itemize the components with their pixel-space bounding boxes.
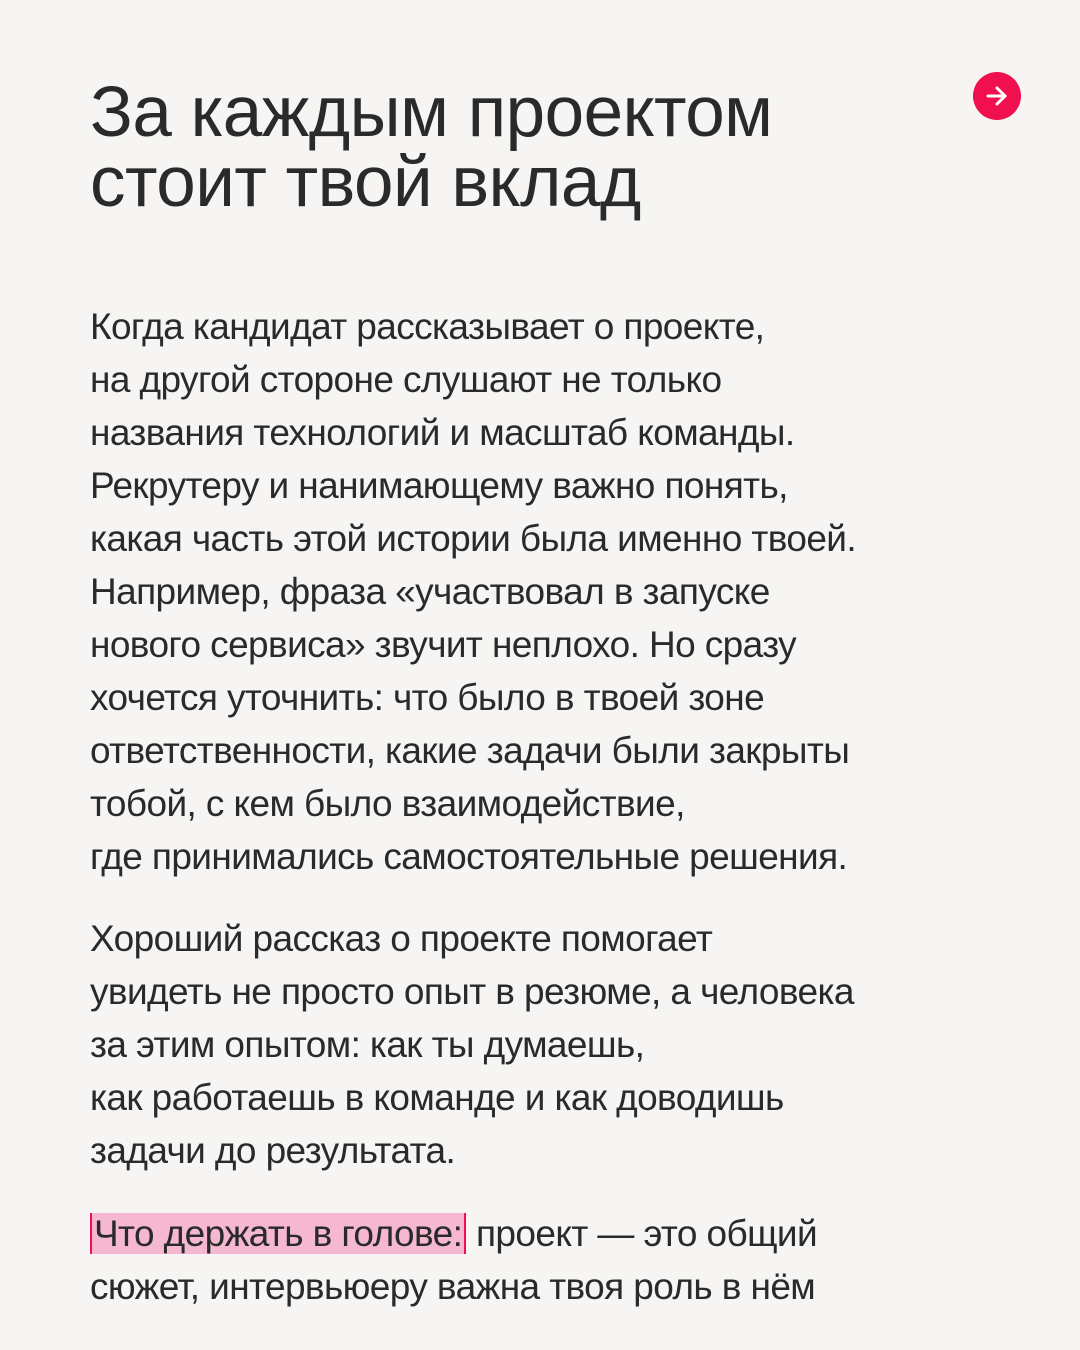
- text-line: хочется уточнить: что было в твоей зоне: [90, 677, 765, 718]
- text-line: Например, фраза «участвовал в запуске: [90, 571, 770, 612]
- text-line: за этим опытом: как ты думаешь,: [90, 1024, 645, 1065]
- text-line: [90, 1207, 1020, 1260]
- text-line: где принимались самостоятельные решения.: [90, 836, 848, 877]
- text-line: Когда кандидат рассказывает о проекте,: [90, 306, 765, 347]
- text-line: Хороший рассказ о проекте помогает: [90, 918, 713, 959]
- paragraph-good-story: [90, 912, 1020, 1177]
- paragraph-takeaway: [90, 1207, 1020, 1313]
- text-line: ответственности, какие задачи были закрыты: [90, 730, 850, 771]
- text-line: нового сервиса» звучит неплохо. Но сразу: [90, 624, 797, 665]
- text-line: Рекрутеру и нанимающему важно понять,: [90, 465, 788, 506]
- next-slide-button[interactable]: [973, 72, 1021, 120]
- title-line: За каждым проектом: [90, 73, 773, 152]
- takeaway-text: проект — это общий: [466, 1213, 818, 1254]
- title-line: стоит твой вклад: [90, 143, 641, 222]
- text-line: названия технологий и масштаб команды.: [90, 412, 795, 453]
- page-title: [90, 73, 950, 222]
- text-line: как работаешь в команде и как доводишь: [90, 1077, 784, 1118]
- text-line: какая часть этой истории была именно твоей.: [90, 518, 857, 559]
- text-line: увидеть не просто опыт в резюме, а человека: [90, 971, 854, 1012]
- highlighted-phrase: Что держать в голове:: [90, 1213, 466, 1254]
- text-line: тобой, с кем было взаимодействие,: [90, 783, 685, 824]
- text-line: задачи до результата.: [90, 1130, 456, 1171]
- text-line: на другой стороне слушают не только: [90, 359, 722, 400]
- paragraph-intro: [90, 300, 1020, 883]
- text-line: сюжет, интервьюеру важна твоя роль в нём: [90, 1266, 816, 1307]
- arrow-right-icon: [982, 81, 1012, 111]
